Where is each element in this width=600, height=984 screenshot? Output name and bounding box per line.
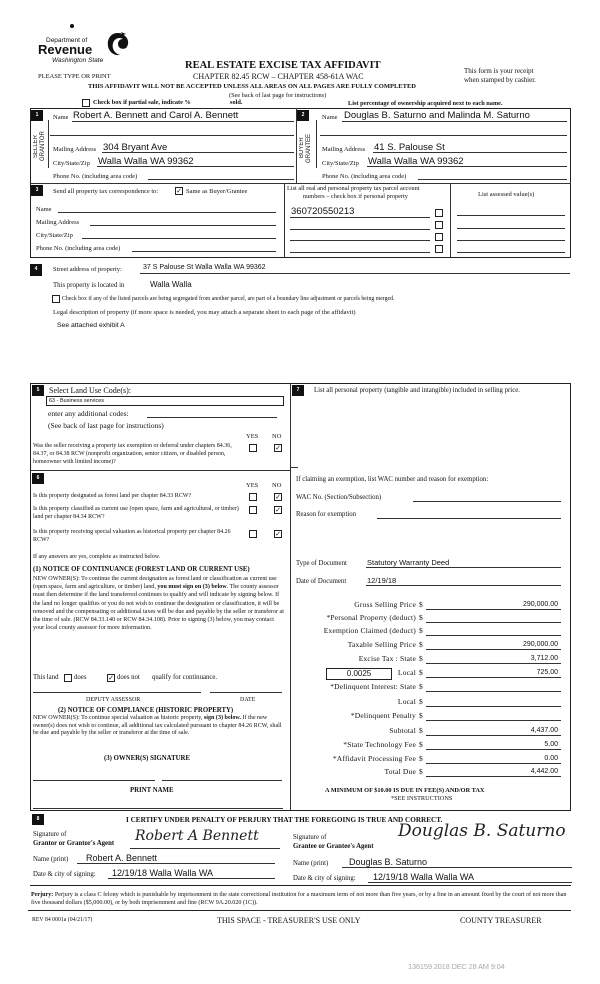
amount-label: Gross Selling Price: [354, 600, 416, 609]
notice-compliance-bold: sign (3) below.: [203, 715, 241, 721]
located-in-label: This property is located in: [53, 282, 125, 289]
wave-logo-icon: [106, 31, 130, 57]
document-type-label: Type of Document: [296, 560, 347, 567]
partial-sale-checkbox[interactable]: [82, 99, 90, 107]
grantor-name-value[interactable]: Robert A. Bennett: [86, 853, 158, 863]
land-use-see-back: (See back of last page for instructions): [48, 421, 164, 430]
amount-value[interactable]: 5.00: [544, 741, 558, 748]
personal-property-label: List all personal property (tangible and intangible) included in selling price.: [314, 387, 520, 394]
additional-codes-field[interactable]: [147, 417, 277, 418]
assessor-date-label: DATE: [240, 697, 256, 703]
amount-label: Excise Tax : State: [358, 654, 416, 663]
ownership-note: List percentage of ownership acquired next to each name.: [348, 100, 503, 107]
historical-question: Is this property receiving special valuation as historical property per chapter 84.26 RCW?: [33, 529, 231, 543]
segregated-checkbox[interactable]: [52, 295, 60, 303]
buyer-side-label: [299, 128, 314, 168]
amount-line: [426, 691, 561, 692]
qualify-label: qualify for continuance.: [152, 674, 218, 681]
amount-value[interactable]: 290,000.00: [522, 641, 558, 648]
grantee-date-value[interactable]: 12/19/18 Walla Walla WA: [373, 872, 475, 882]
correspondence-mailing-field[interactable]: [90, 225, 276, 226]
treasurer-use-label: THIS SPACE - TREASURER'S USE ONLY: [217, 916, 361, 925]
amount-value[interactable]: 4,442.00: [530, 768, 558, 775]
section-4-number: 4: [30, 264, 42, 276]
amount-line: [426, 609, 561, 610]
perjury-notice-text: Perjury is a class C felony which is punishable by imprisonment in the state correctional institution for a maximum term of not more than five years, or by a fine in an amount fixed by the court of not more than five thousand dollars ($5,000.00), or by both imprisonment and fine (RCW 9A.20.020 (1C)).: [31, 892, 567, 906]
correspondence-name-field[interactable]: [58, 212, 276, 213]
amount-line: [426, 635, 561, 636]
section-5-number: 5: [32, 385, 44, 396]
amount-line: [426, 720, 561, 721]
section-6-top-border: [30, 470, 290, 471]
amount-label: Taxable Selling Price: [347, 640, 416, 649]
grantee-date-line: [368, 882, 572, 883]
buyer-name-line-2: [320, 135, 567, 136]
notice-compliance-text-b: If the new owner(s) does not wish to continue, all additional tax calculated pursuant to chapter 84.26 RCW, shall be due and payable by the seller or transferor at the time of sale.: [33, 715, 282, 736]
amount-line: [426, 776, 561, 777]
same-as-buyer-label: Same as Buyer/Grantee: [186, 188, 248, 195]
exemption-section-border: [290, 467, 298, 468]
grantor-name-line: [77, 863, 275, 864]
section-6-no-header: NO: [272, 482, 282, 489]
grantee-signature[interactable]: Douglas B. Saturno: [398, 821, 566, 841]
parcel-3-personal-checkbox[interactable]: [435, 233, 443, 241]
seller-mailing-line: [102, 152, 294, 153]
currency-symbol: $: [419, 726, 423, 735]
wac-number-label: WAC No. (Section/Subsection): [296, 494, 382, 501]
footer-divider: [28, 910, 571, 911]
amount-line: [426, 663, 561, 664]
buyer-name-line: [342, 121, 567, 122]
section-6-number: 6: [32, 473, 44, 484]
currency-symbol: $: [419, 682, 423, 691]
amount-line: [426, 622, 561, 623]
agency-line1: Department of: [46, 37, 88, 44]
grantor-signature-line: [130, 848, 280, 849]
wac-number-field[interactable]: [413, 501, 561, 502]
forest-land-question: Is this property designated as forest land per chapter 84.33 RCW?: [33, 493, 192, 499]
see-back-note: (See back of last page for instructions): [229, 92, 327, 99]
acceptance-warning: THIS AFFIDAVIT WILL NOT BE ACCEPTED UNLESS ALL AREAS ON ALL PAGES ARE FULLY COMPLETED: [88, 83, 416, 90]
logo-dot: [70, 24, 74, 28]
currency-symbol: $: [419, 767, 423, 776]
parcel-line-4[interactable]: [290, 252, 430, 253]
amount-value[interactable]: 4,437.00: [530, 727, 558, 734]
correspondence-phone-label: Phone No. (including area code): [36, 245, 121, 252]
document-date-line: [366, 585, 561, 586]
grantor-signature[interactable]: Robert A Bennett: [135, 828, 259, 844]
amount-label: Subtotal: [389, 726, 416, 735]
amount-label: Total Due: [384, 767, 416, 776]
perjury-notice: [31, 891, 576, 907]
amount-line: [426, 677, 561, 678]
legal-description-label: Legal description of property (if more space is needed, you may attach a separate sheet to each page of the affidavit): [53, 309, 356, 316]
amount-label: *Personal Property (deduct): [326, 613, 416, 622]
assessed-value-1[interactable]: [457, 215, 565, 216]
buyer-side-divider: [316, 120, 317, 168]
amount-label: *Delinquent Penalty: [350, 711, 416, 720]
parcel-header-1: List all real and personal property tax parcel account: [287, 185, 420, 192]
notice-continuance-text: [33, 575, 285, 632]
amount-label: *Delinquent Interest: State: [330, 682, 416, 691]
amount-label: Exemption Claimed (deduct): [323, 626, 416, 635]
grantee-date-label: Date & city of signing:: [293, 875, 356, 882]
agency-line3: Washington State: [52, 57, 104, 64]
parcel-line-1: [290, 217, 430, 218]
buyer-label: BUYER: [299, 137, 305, 159]
land-use-label: Select Land Use Code(s):: [49, 386, 131, 395]
parcel-line-3[interactable]: [290, 240, 430, 241]
deputy-assessor-signature-line[interactable]: [33, 692, 201, 693]
grantor-signature-label-1: Signature of: [33, 831, 67, 838]
street-address-label: Street address of property:: [53, 266, 122, 273]
grantee-signature-label-2: Grantee or Grantee's Agent: [293, 843, 374, 850]
assessed-divider: [450, 183, 451, 258]
parcel-header-2: numbers – check box if personal property: [303, 193, 408, 200]
local-rate-field[interactable]: 0.0025: [326, 668, 392, 680]
section-5-yes-header: YES: [246, 433, 259, 440]
receipt-note-2: when stamped by cashier.: [464, 76, 536, 84]
send-correspondence-label: Send all property tax correspondence to:: [53, 188, 159, 195]
section-1-number: 1: [31, 110, 43, 121]
notice-continuance-bold: you must sign on (3) below: [157, 584, 227, 591]
parcel-1-personal-checkbox[interactable]: [435, 209, 443, 217]
buyer-city-label: City/State/Zip: [322, 160, 359, 167]
amount-label: Local: [397, 697, 416, 706]
parcel-2-personal-checkbox[interactable]: [435, 221, 443, 229]
exemption-reason-field[interactable]: [377, 518, 561, 519]
grantee-signature-label-1: Signature of: [293, 834, 327, 841]
minimum-due-note: A MINIMUM OF $10.00 IS DUE IN FEE(S) AND/OR TAX: [325, 787, 485, 794]
currency-symbol: $: [419, 626, 423, 635]
land-does-not-label: does not: [117, 674, 140, 681]
assessed-value-4[interactable]: [457, 252, 565, 253]
section-5-no-header: NO: [272, 433, 282, 440]
additional-codes-label: enter any additional codes:: [48, 409, 129, 418]
buyer-mailing-label: Mailing Address: [322, 146, 366, 153]
currency-symbol: $: [419, 668, 423, 677]
current-use-yes-checkbox[interactable]: [249, 506, 257, 514]
currency-symbol: $: [419, 754, 423, 763]
section-8-bottom-border: [30, 885, 571, 886]
perjury-notice-bold: Perjury:: [31, 892, 54, 898]
print-name-label: PRINT NAME: [130, 787, 174, 794]
section-8-top-border: [30, 810, 571, 811]
buyer-city-value[interactable]: Walla Walla WA 99362: [368, 156, 464, 167]
perjury-certification: I CERTIFY UNDER PENALTY OF PERJURY THAT THE FOREGOING IS TRUE AND CORRECT.: [126, 816, 443, 824]
receipt-note-1: This form is your receipt: [464, 67, 534, 75]
land-does-checkbox[interactable]: [64, 674, 72, 682]
notice-compliance-text-a: NEW OWNER(S): To continue special valuation as historic property,: [33, 715, 203, 721]
section-2-number: 2: [297, 110, 309, 121]
amount-value[interactable]: 3,712.00: [530, 655, 558, 662]
currency-symbol: $: [419, 600, 423, 609]
county-treasurer-label: COUNTY TREASURER: [460, 916, 542, 925]
grantor-date-value[interactable]: 12/19/18 Walla Walla WA: [112, 868, 214, 878]
exemption-question: Was the seller receiving a property tax exemption or deferral under chapters 84.36, 84.37, or 84.38 RCW (nonprofit organization, senior citizen, or disabled person, homeowner with limited income)?: [33, 443, 232, 465]
located-in-value[interactable]: Walla Walla: [150, 280, 192, 289]
partial-sale-label: Check box if partial sale, indicate %: [93, 99, 191, 106]
section-3-number: 3: [31, 185, 43, 196]
notice-continuance-title: (1) NOTICE OF CONTINUANCE (FOREST LAND OR CURRENT USE): [33, 566, 250, 573]
print-name-line: [33, 808, 283, 809]
form-title: REAL ESTATE EXCISE TAX AFFIDAVIT: [185, 60, 381, 71]
seller-city-label: City/State/Zip: [53, 160, 90, 167]
historical-no-checkbox[interactable]: ✓: [275, 530, 281, 538]
legal-description-value[interactable]: See attached exhibit A: [57, 322, 125, 329]
correspondence-city-label: City/State/Zip: [36, 232, 73, 239]
seller-phone-field[interactable]: [148, 179, 294, 180]
amount-line: [426, 735, 561, 736]
correspondence-phone-field[interactable]: [132, 251, 276, 252]
deputy-assessor-label: DEPUTY ASSESSOR: [86, 697, 141, 703]
seller-name-value[interactable]: Robert A. Bennett and Carol A. Bennett: [73, 110, 239, 121]
seller-name-label: Name: [53, 114, 69, 121]
amount-line: [426, 763, 561, 764]
exemption-no-checkbox[interactable]: ✓: [275, 444, 281, 452]
see-instructions-note: *SEE INSTRUCTIONS: [391, 795, 453, 802]
amount-label: *Affidavit Processing Fee: [332, 754, 416, 763]
buyer-phone-label: Phone No. (including area code): [322, 173, 407, 180]
grantee-name-value[interactable]: Douglas B. Saturno: [349, 857, 428, 867]
correspondence-name-label: Name: [36, 206, 52, 213]
grantor-date-line: [108, 878, 275, 879]
buyer-phone-field[interactable]: [418, 179, 567, 180]
historical-yes-checkbox[interactable]: [249, 530, 257, 538]
grantee-name-line: [342, 867, 572, 868]
currency-symbol: $: [419, 711, 423, 720]
street-address-line: [140, 273, 570, 274]
parcel-left-divider: [284, 183, 285, 258]
section-3-top-border: [30, 183, 571, 184]
forest-land-no-checkbox[interactable]: ✓: [275, 493, 281, 501]
assessed-value-2[interactable]: [457, 228, 565, 229]
grantee-name-label: Name (print): [293, 860, 329, 867]
seller-mailing-label: Mailing Address: [53, 146, 97, 153]
amount-line: [426, 749, 561, 750]
notice-compliance-title: (2) NOTICE OF COMPLIANCE (HISTORIC PROPERTY): [58, 707, 234, 714]
section-7-number: 7: [292, 385, 304, 396]
segregated-label: Check box if any of the listed parcels are being segregated from another parcel, are part of a boundary line adjustment or parcels being merged.: [62, 296, 395, 302]
street-address-value[interactable]: 37 S Palouse St Walla Walla WA 99362: [143, 264, 266, 271]
document-date-label: Date of Document: [296, 578, 347, 585]
grantor-label: GRANTOR: [40, 131, 46, 161]
assessor-date-line[interactable]: [210, 692, 282, 693]
same-as-buyer-checkbox[interactable]: ✓: [176, 187, 182, 195]
form-revision: REV 84 0001a (04/21/17): [32, 917, 93, 923]
notice-continuance-text-b: . The county assessor must then determine if the land transferred continues to qualify and will indicate by signing below. If the land no longer qualifies or you do not wish to continue the designation or classification, it will be removed and the compensating or additional taxes will be due and payable by the seller or transferor at the time of sale. (RCW 84.33.140 or RCW 84.34.108). Prior to signing (3) below, you may contact your local county assessor for more information.: [33, 584, 284, 632]
seller-side-divider: [48, 120, 49, 168]
land-use-select[interactable]: 63 - Business services: [46, 396, 284, 406]
amount-label: Local: [397, 668, 416, 677]
seller-mailing-value[interactable]: 304 Bryant Ave: [103, 142, 168, 153]
parcel-line-2[interactable]: [290, 229, 430, 230]
forest-land-yes-checkbox[interactable]: [249, 493, 257, 501]
assessed-value-3[interactable]: [457, 240, 565, 241]
land-does-label: does: [74, 674, 87, 681]
current-use-question: Is this property classified as current use (open space, farm and agricultural, or timber) land per chapter 84.34 RCW?: [33, 506, 239, 520]
seller-label: SELLER: [33, 134, 39, 158]
buyer-name-label: Name: [322, 114, 338, 121]
notice-continuance-text-a: NEW OWNER(S): To continue the current designation as forest land or classification as current use (open space, farm and agriculture, or timber) land,: [33, 576, 277, 591]
assessed-header: List assessed value(s): [478, 191, 535, 198]
please-type-label: PLEASE TYPE OR PRINT: [38, 73, 111, 80]
section-6-yes-header: YES: [246, 482, 259, 489]
grantor-name-label: Name (print): [33, 856, 69, 863]
amount-label: *State Technology Fee: [343, 740, 416, 749]
grantor-date-label: Date & city of signing:: [33, 871, 96, 878]
recording-stamp: 136159 2018 DEC 28 AM 9:04: [408, 962, 505, 971]
amount-value[interactable]: 0.00: [544, 755, 558, 762]
partial-sale-sold: sold.: [230, 99, 243, 106]
lower-center-divider: [290, 383, 291, 810]
section-8-number: 8: [32, 814, 44, 825]
seller-city-value[interactable]: Walla Walla WA 99362: [98, 156, 194, 167]
owner-signature-line-1[interactable]: [33, 780, 155, 781]
seller-city-line: [97, 166, 294, 167]
amount-value[interactable]: 725.00: [536, 669, 558, 676]
notice-compliance-text: [33, 715, 285, 738]
parcel-4-personal-checkbox[interactable]: [435, 245, 443, 253]
currency-symbol: $: [419, 740, 423, 749]
agency-line2: Revenue: [38, 42, 93, 57]
this-land-label: This land: [33, 674, 59, 681]
amount-line: [426, 649, 561, 650]
owner-signature-label: (3) OWNER(S) SIGNATURE: [104, 755, 190, 762]
exemption-reason-label: Reason for exemption: [296, 511, 357, 518]
buyer-mailing-line: [373, 152, 567, 153]
grantee-label: GRANTEE: [306, 133, 312, 163]
document-type-line: [366, 567, 561, 568]
form-subtitle: CHAPTER 82.45 RCW – CHAPTER 458-61A WAC: [193, 72, 364, 81]
seller-side-label: [33, 124, 47, 168]
buyer-mailing-value[interactable]: 41 S. Palouse St: [374, 142, 445, 153]
agency-logo: [38, 8, 133, 64]
grantor-signature-label-2: Grantor or Grantor's Agent: [33, 840, 115, 847]
correspondence-city-field[interactable]: [82, 238, 276, 239]
correspondence-mailing-label: Mailing Address: [36, 219, 80, 226]
buyer-name-value[interactable]: Douglas B. Saturno and Malinda M. Saturno: [344, 110, 530, 121]
seller-name-line-2: [50, 135, 294, 136]
current-use-no-checkbox[interactable]: ✓: [275, 506, 281, 514]
exemption-yes-checkbox[interactable]: [249, 444, 257, 452]
currency-symbol: $: [419, 697, 423, 706]
exemption-instructions: If claiming an exemption, list WAC number and reason for exemption:: [296, 476, 489, 483]
if-yes-instructions: If any answers are yes, complete as instructed below.: [33, 554, 161, 560]
buyer-city-line: [367, 166, 567, 167]
amount-value[interactable]: 290,000.00: [522, 601, 558, 608]
land-does-not-checkbox[interactable]: ✓: [108, 674, 114, 682]
document-type-value[interactable]: Statutory Warranty Deed: [367, 558, 450, 567]
currency-symbol: $: [419, 613, 423, 622]
seller-name-line: [72, 121, 294, 122]
amount-line: [426, 706, 561, 707]
document-date-value[interactable]: 12/19/18: [367, 576, 397, 585]
currency-symbol: $: [419, 654, 423, 663]
seller-phone-label: Phone No. (including area code): [53, 173, 138, 180]
currency-symbol: $: [419, 640, 423, 649]
owner-signature-line-2[interactable]: [162, 780, 282, 781]
parcel-number-1[interactable]: 360720550213: [291, 206, 355, 217]
